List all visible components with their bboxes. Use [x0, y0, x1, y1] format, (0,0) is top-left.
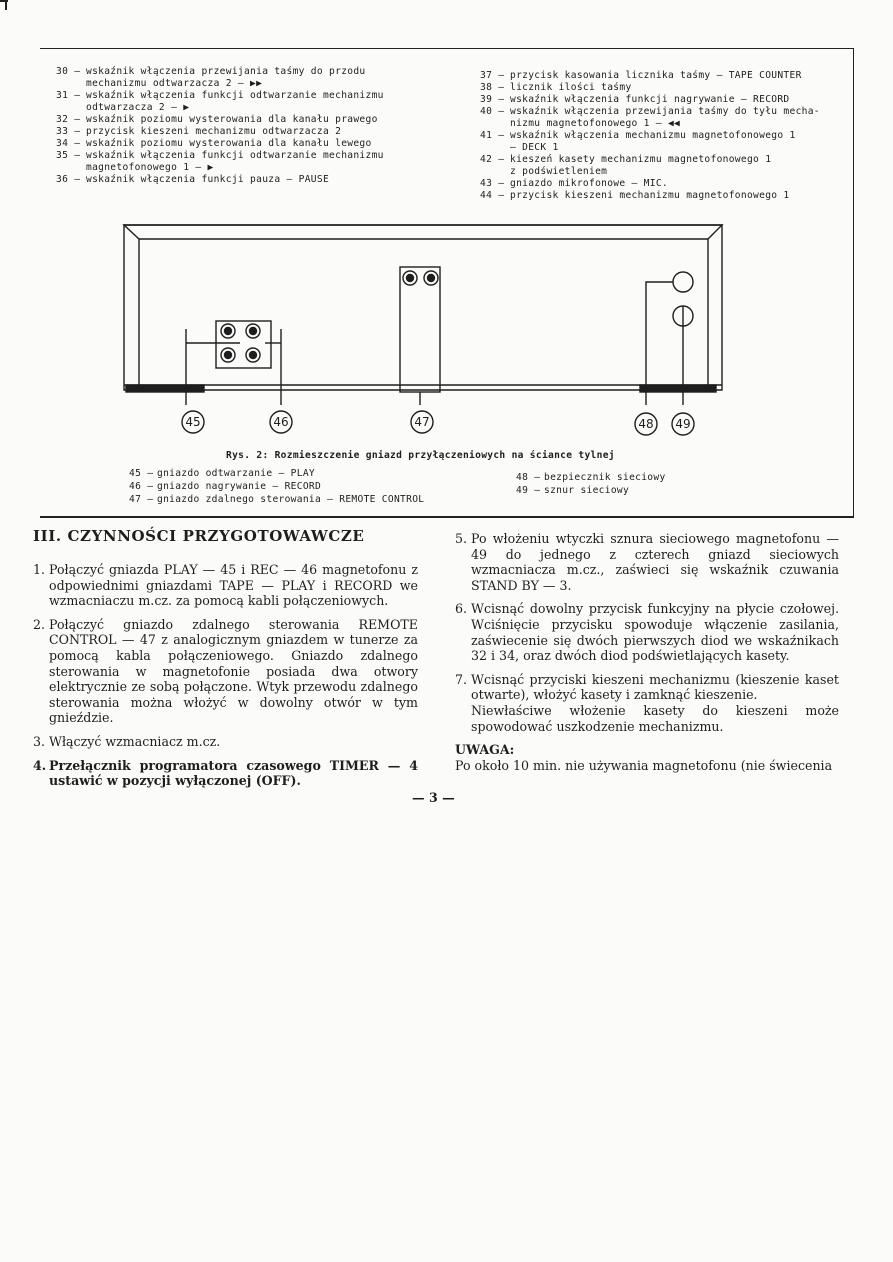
figure-legend-item-text: gniazdo zdalnego sterowania — REMOTE CONTROL [157, 494, 425, 505]
legend-left-column [56, 66, 411, 186]
legend-item [480, 130, 832, 154]
remote-jack-panel [400, 267, 440, 392]
legend-item [480, 190, 832, 202]
legend-item [480, 94, 832, 106]
step-number: 2. [33, 616, 46, 632]
step-number: 7. [455, 671, 468, 687]
note-text: Po około 10 min. nie używania magnetofonu (nie świecenia [455, 757, 833, 773]
figure-legend-item-number: 46 — [129, 481, 154, 492]
legend-item-text: wskaźnik włączenia funkcji pauza — PAUSE [86, 174, 330, 185]
figure-legend-item-number: 48 — [516, 472, 541, 483]
legend-item [480, 82, 832, 94]
legend-item-text: wskaźnik włączenia funkcji nagrywanie — RECORD [510, 94, 790, 105]
instruction-step [33, 758, 418, 789]
legend-right-column [480, 70, 832, 202]
legend-item-number: 44 — [480, 190, 505, 201]
figure-legend-item [129, 467, 489, 480]
legend-item [56, 174, 411, 186]
frame-bottom-rule [40, 516, 854, 518]
step-number: 4. [33, 757, 47, 773]
callout-label-48: 48 [638, 417, 654, 431]
legend-item-number: 41 — [480, 130, 505, 141]
callout-label-46: 46 [273, 415, 289, 429]
frame-right-rule [853, 48, 854, 518]
legend-item [56, 66, 411, 90]
legend-item-text: gniazdo mikrofonowe — MIC. [510, 178, 668, 189]
left-column [33, 562, 418, 797]
legend-item-text: licznik ilości taśmy [510, 82, 632, 93]
record-jack-bottom [246, 348, 260, 362]
page-edge-mark [5, 0, 7, 10]
legend-item-number: 40 — [480, 106, 505, 117]
legend-item [56, 114, 411, 126]
legend-item-text: wskaźnik włączenia funkcji odtwarzanie mechanizmu magnetofonowego 1 — ▶ [86, 150, 384, 173]
legend-item [56, 150, 411, 174]
figure-legend-item-number: 47 — [129, 494, 154, 505]
step-text: Wcisnąć przyciski kieszeni mechanizmu (kieszenie kaset otwarte), włożyć kasety i zamknąć kieszenie. Niewłaściwe włożenie kasety do kieszeni może spowodować uszkodzenie mechanizmu. [471, 671, 839, 734]
fuse-holder [673, 272, 693, 292]
step-text: Przełącznik programatora czasowego TIMER — 4 ustawić w pozycji wyłączonej (OFF). [49, 757, 418, 789]
figure-legend-item [516, 484, 716, 497]
remote-jack-left [403, 271, 417, 285]
callout-label-49: 49 [675, 417, 691, 431]
legend-item [56, 126, 411, 138]
figure-legend-item-text: sznur sieciowy [544, 485, 630, 496]
figure-legend-item-text: bezpiecznik sieciowy [544, 472, 666, 483]
step-text: Połączyć gniazdo zdalnego sterowania REMOTE CONTROL — 47 z analogicznym gniazdem w tunerze za pomocą kabla połączeniowego. Gniazdo zdalnego sterowania w magnetofonie posiada dwa otwory elektrycznie ze sobą połączone. Wtyk przewodu zdalnego sterowania można włożyć w dowolny otwór w tym gnieździe. [49, 616, 418, 726]
cabinet-foot-left [126, 385, 204, 392]
legend-item-text: wskaźnik poziomu wysterowania dla kanału lewego [86, 138, 372, 149]
figure-legend-item [129, 493, 489, 506]
legend-item-text: przycisk kieszeni mechanizmu magnetofonowego 1 [510, 190, 790, 201]
legend-item-text: kieszeń kasety mechanizmu magnetofonowego 1 z podświetleniem [510, 154, 772, 177]
legend-item-text: wskaźnik włączenia przewijania taśmy do przodu mechanizmu odtwarzacza 2 — ▶▶ [86, 66, 366, 89]
callout-label-45: 45 [185, 415, 201, 429]
figure-legend-item-text: gniazdo odtwarzanie — PLAY [157, 468, 315, 479]
frame-top-rule [40, 48, 854, 49]
figure-legend-item [129, 480, 489, 493]
legend-item-text: wskaźnik włączenia przewijania taśmy do tyłu mecha- nizmu magnetofonowego 1 — ◀◀ [510, 106, 820, 129]
step-text: Po włożeniu wtyczki sznura sieciowego magnetofonu — 49 do jednego z czterech gniazd sieciowych wzmacniacza m.cz., zaświeci się wskaźnik czuwania STAND BY — 3. [471, 531, 839, 593]
legend-item [480, 70, 832, 82]
remote-jack-right [424, 271, 438, 285]
instruction-step [455, 601, 839, 663]
figure-caption: Rys. 2: Rozmieszczenie gniazd przyłączeniowych na ściance tylnej [226, 450, 615, 461]
page-number: — 3 — [412, 790, 455, 805]
play-jack-top [221, 324, 235, 338]
legend-item-text: przycisk kieszeni mechanizmu odtwarzacza 2 [86, 126, 342, 137]
legend-item-text: przycisk kasowania licznika taśmy — TAPE COUNTER [510, 70, 802, 81]
step-number: 6. [455, 601, 468, 617]
legend-item-number: 37 — [480, 70, 505, 81]
legend-item-text: wskaźnik poziomu wysterowania dla kanału prawego [86, 114, 378, 125]
instruction-step [33, 734, 418, 750]
step-text: Włączyć wzmacniacz m.cz. [49, 733, 221, 749]
record-jack-top [246, 324, 260, 338]
legend-item-number: 32 — [56, 114, 81, 125]
legend-item-number: 36 — [56, 174, 81, 185]
instruction-step [33, 617, 418, 726]
cabinet-foot-right [640, 385, 716, 392]
instruction-step [33, 562, 418, 609]
figure-legend-item [516, 471, 716, 484]
legend-item-text: wskaźnik włączenia mechanizmu magnetofonowego 1 — DECK 1 [510, 130, 796, 153]
legend-item-number: 34 — [56, 138, 81, 149]
figure-legend-right [516, 471, 716, 497]
step-text: Wcisnąć dowolny przycisk funkcyjny na płycie czołowej. Wciśnięcie przycisku spowoduje włączenie zasilania, zaświecenie się dwóch pierwszych diod we wskaźnikach 32 i 34, oraz dwóch diod podświetlających kasety. [471, 601, 839, 664]
callout-label-47: 47 [414, 415, 430, 429]
play-jack-bottom [221, 348, 235, 362]
figure-legend-item-number: 49 — [516, 485, 541, 496]
section-title: III. CZYNNOŚCI PRZYGOTOWAWCZE [33, 527, 365, 545]
instruction-step [455, 531, 839, 593]
step-text: Połączyć gniazda PLAY — 45 i REC — 46 magnetofonu z odpowiednimi gniazdami TAPE — PLAY i RECORD we wzmacniaczu m.cz. za pomocą kabli połączeniowych. [49, 562, 418, 609]
legend-item-number: 35 — [56, 150, 81, 161]
figure-legend-left [129, 467, 489, 506]
legend-item-number: 42 — [480, 154, 505, 165]
step-number: 3. [33, 733, 46, 749]
legend-item [56, 90, 411, 114]
step-number: 1. [33, 562, 46, 577]
figure-legend-item-text: gniazdo nagrywanie — RECORD [157, 481, 322, 492]
step-number: 5. [455, 531, 468, 546]
legend-item-number: 39 — [480, 94, 505, 105]
instruction-step [455, 672, 839, 734]
legend-item [480, 106, 832, 130]
legend-item-text: wskaźnik włączenia funkcji odtwarzanie mechanizmu odtwarzacza 2 — ▶ [86, 90, 384, 113]
legend-item [56, 138, 411, 150]
legend-item-number: 38 — [480, 82, 505, 93]
legend-item-number: 43 — [480, 178, 505, 189]
cabinet-outline [124, 225, 722, 390]
legend-item-number: 31 — [56, 90, 81, 101]
rear-panel-figure [40, 215, 840, 445]
legend-item-number: 30 — [56, 66, 81, 77]
legend-item [480, 154, 832, 178]
figure-legend-item-number: 45 — [129, 468, 154, 479]
cabinet-top [124, 225, 722, 239]
note-title: UWAGA: [455, 742, 515, 758]
legend-item [480, 178, 832, 190]
right-column [455, 531, 839, 773]
legend-item-number: 33 — [56, 126, 81, 137]
